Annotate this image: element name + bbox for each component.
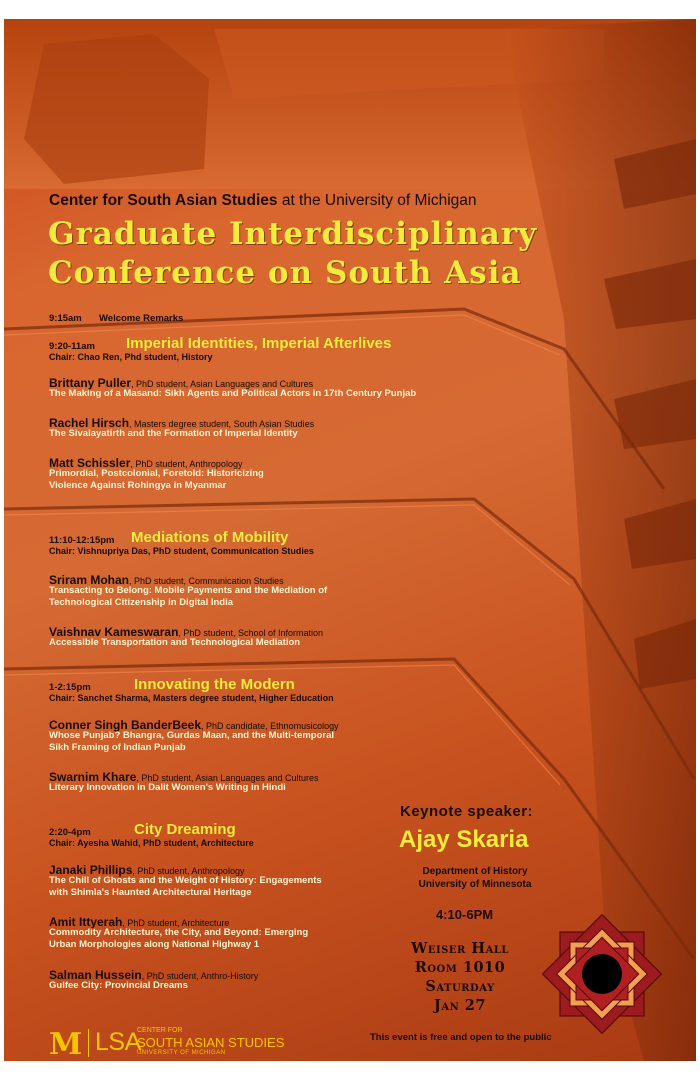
speaker-name: Rachel Hirsch	[49, 416, 130, 430]
session-title: Imperial Identities, Imperial Afterlives	[126, 335, 392, 352]
paper-title: Technological Citizenship in Digital India	[49, 597, 234, 608]
paper-title: Sikh Framing of Indian Punjab	[49, 742, 186, 753]
session-title: Innovating the Modern	[134, 676, 295, 693]
free-event-note: This event is free and open to the public	[370, 1032, 552, 1043]
speaker-name: Conner Singh BanderBeek	[49, 718, 202, 732]
speaker-affiliation: , PhD candidate, Ethnomusicology	[201, 721, 339, 731]
host-line	[49, 192, 477, 210]
speaker-affiliation: , PhD student, Asian Languages and Cultures	[131, 379, 314, 389]
speaker-affiliation: , PhD student, Asian Languages and Cultures	[136, 773, 319, 783]
logo-divider	[88, 1029, 89, 1057]
speaker-name: Sriram Mohan	[49, 573, 130, 587]
session-chair: Chair: Chao Ren, Phd student, History	[49, 352, 213, 362]
session-title: City Dreaming	[134, 821, 236, 838]
speaker-affiliation: , PhD student, Anthro-History	[141, 971, 259, 981]
event-date: Jan 27	[434, 997, 486, 1014]
michigan-m-logo: M	[49, 1027, 83, 1061]
speaker-name: Swarnim Khare	[49, 770, 137, 784]
paper-title: Transacting to Belong: Mobile Payments and the Mediation of	[49, 585, 328, 596]
paper-title: Gulfee City: Provincial Dreams	[49, 980, 188, 991]
keynote-name: Ajay Skaria	[399, 826, 529, 853]
session-chair: Chair: Sanchet Sharma, Masters degree student, Higher Education	[49, 693, 334, 703]
paper-title: The Chill of Ghosts and the Weight of History: Engagements	[49, 875, 322, 886]
speaker-affiliation: , PhD student, School of Information	[178, 628, 323, 638]
paper-title: Primordial, Postcolonial, Foretold: Historicizing	[49, 468, 264, 479]
keynote-university: University of Minnesota	[418, 879, 532, 890]
speaker-name: Amit Ittyerah	[49, 915, 123, 929]
session-time: 11:10-12:15pm	[49, 535, 115, 546]
speaker-affiliation: , Masters degree student, South Asian Studies	[129, 419, 315, 429]
logo-south-asian-studies: SOUTH ASIAN STUDIES	[137, 1035, 285, 1050]
paper-title: Commodity Architecture, the City, and Beyond: Emerging	[49, 927, 309, 938]
logo-university: UNIVERSITY OF MICHIGAN	[137, 1050, 226, 1056]
keynote-label: Keynote speaker:	[400, 803, 534, 820]
paper-title: The Sivalayatirth and the Formation of Imperial Identity	[49, 428, 298, 439]
paper-title: Literary Innovation in Dalit Women's Writing in Hindi	[49, 782, 286, 793]
conference-title-line2: Conference on South Asia	[48, 255, 522, 291]
logo-center-for: CENTER FOR	[137, 1027, 183, 1034]
paper-title: The Making of a Masand: Sikh Agents and Political Actors in 17th Century Punjab	[49, 388, 417, 399]
welcome-label: Welcome Remarks	[99, 313, 184, 324]
session-time: 9:20-11am	[49, 341, 95, 352]
welcome-time: 9:15am	[49, 313, 82, 324]
speaker-name: Janaki Phillips	[49, 863, 133, 877]
speaker-name: Matt Schissler	[49, 456, 131, 470]
host-org: Center for South Asian Studies	[49, 192, 278, 209]
event-day: Saturday	[425, 978, 495, 995]
star-ornament-icon	[542, 914, 662, 1034]
speaker-affiliation: , PhD student, Communication Studies	[129, 576, 284, 586]
paper-title: with Shimla's Haunted Architectural Heritage	[49, 887, 252, 898]
speaker-affiliation: , PhD student, Architecture	[122, 918, 230, 928]
speaker-affiliation: , PhD student, Anthropology	[130, 459, 243, 469]
speaker-name: Vaishnav Kameswaran	[49, 625, 179, 639]
host-suffix: at the University of Michigan	[277, 192, 477, 209]
session-time: 1-2:15pm	[49, 682, 91, 693]
session-title: Mediations of Mobility	[131, 529, 289, 546]
session-chair: Chair: Ayesha Wahid, PhD student, Architecture	[49, 838, 254, 848]
lsa-logo: LSA	[95, 1028, 141, 1056]
session-time: 2:20-4pm	[49, 827, 91, 838]
paper-title: Whose Punjab? Bhangra, Gurdas Maan, and the Multi-temporal	[49, 730, 335, 741]
paper-title: Accessible Transportation and Technological Mediation	[49, 637, 301, 648]
speaker-affiliation: , PhD student, Anthropology	[132, 866, 245, 876]
speaker-name: Brittany Puller	[49, 376, 132, 390]
session-chair: Chair: Vishnupriya Das, PhD student, Communication Studies	[49, 546, 314, 556]
keynote-department: Department of History	[422, 866, 528, 877]
conference-title-line1: Graduate Interdisciplinary	[48, 216, 538, 252]
keynote-time: 4:10-6PM	[436, 907, 494, 922]
speaker-name: Salman Hussein	[49, 968, 142, 982]
paper-title: Urban Morphologies along National Highway 1	[49, 939, 260, 950]
paper-title: Violence Against Rohingya in Myanmar	[49, 480, 227, 491]
venue-room: Room 1010	[414, 959, 506, 976]
venue-building: Weiser Hall	[411, 940, 509, 957]
poster	[4, 19, 696, 1061]
